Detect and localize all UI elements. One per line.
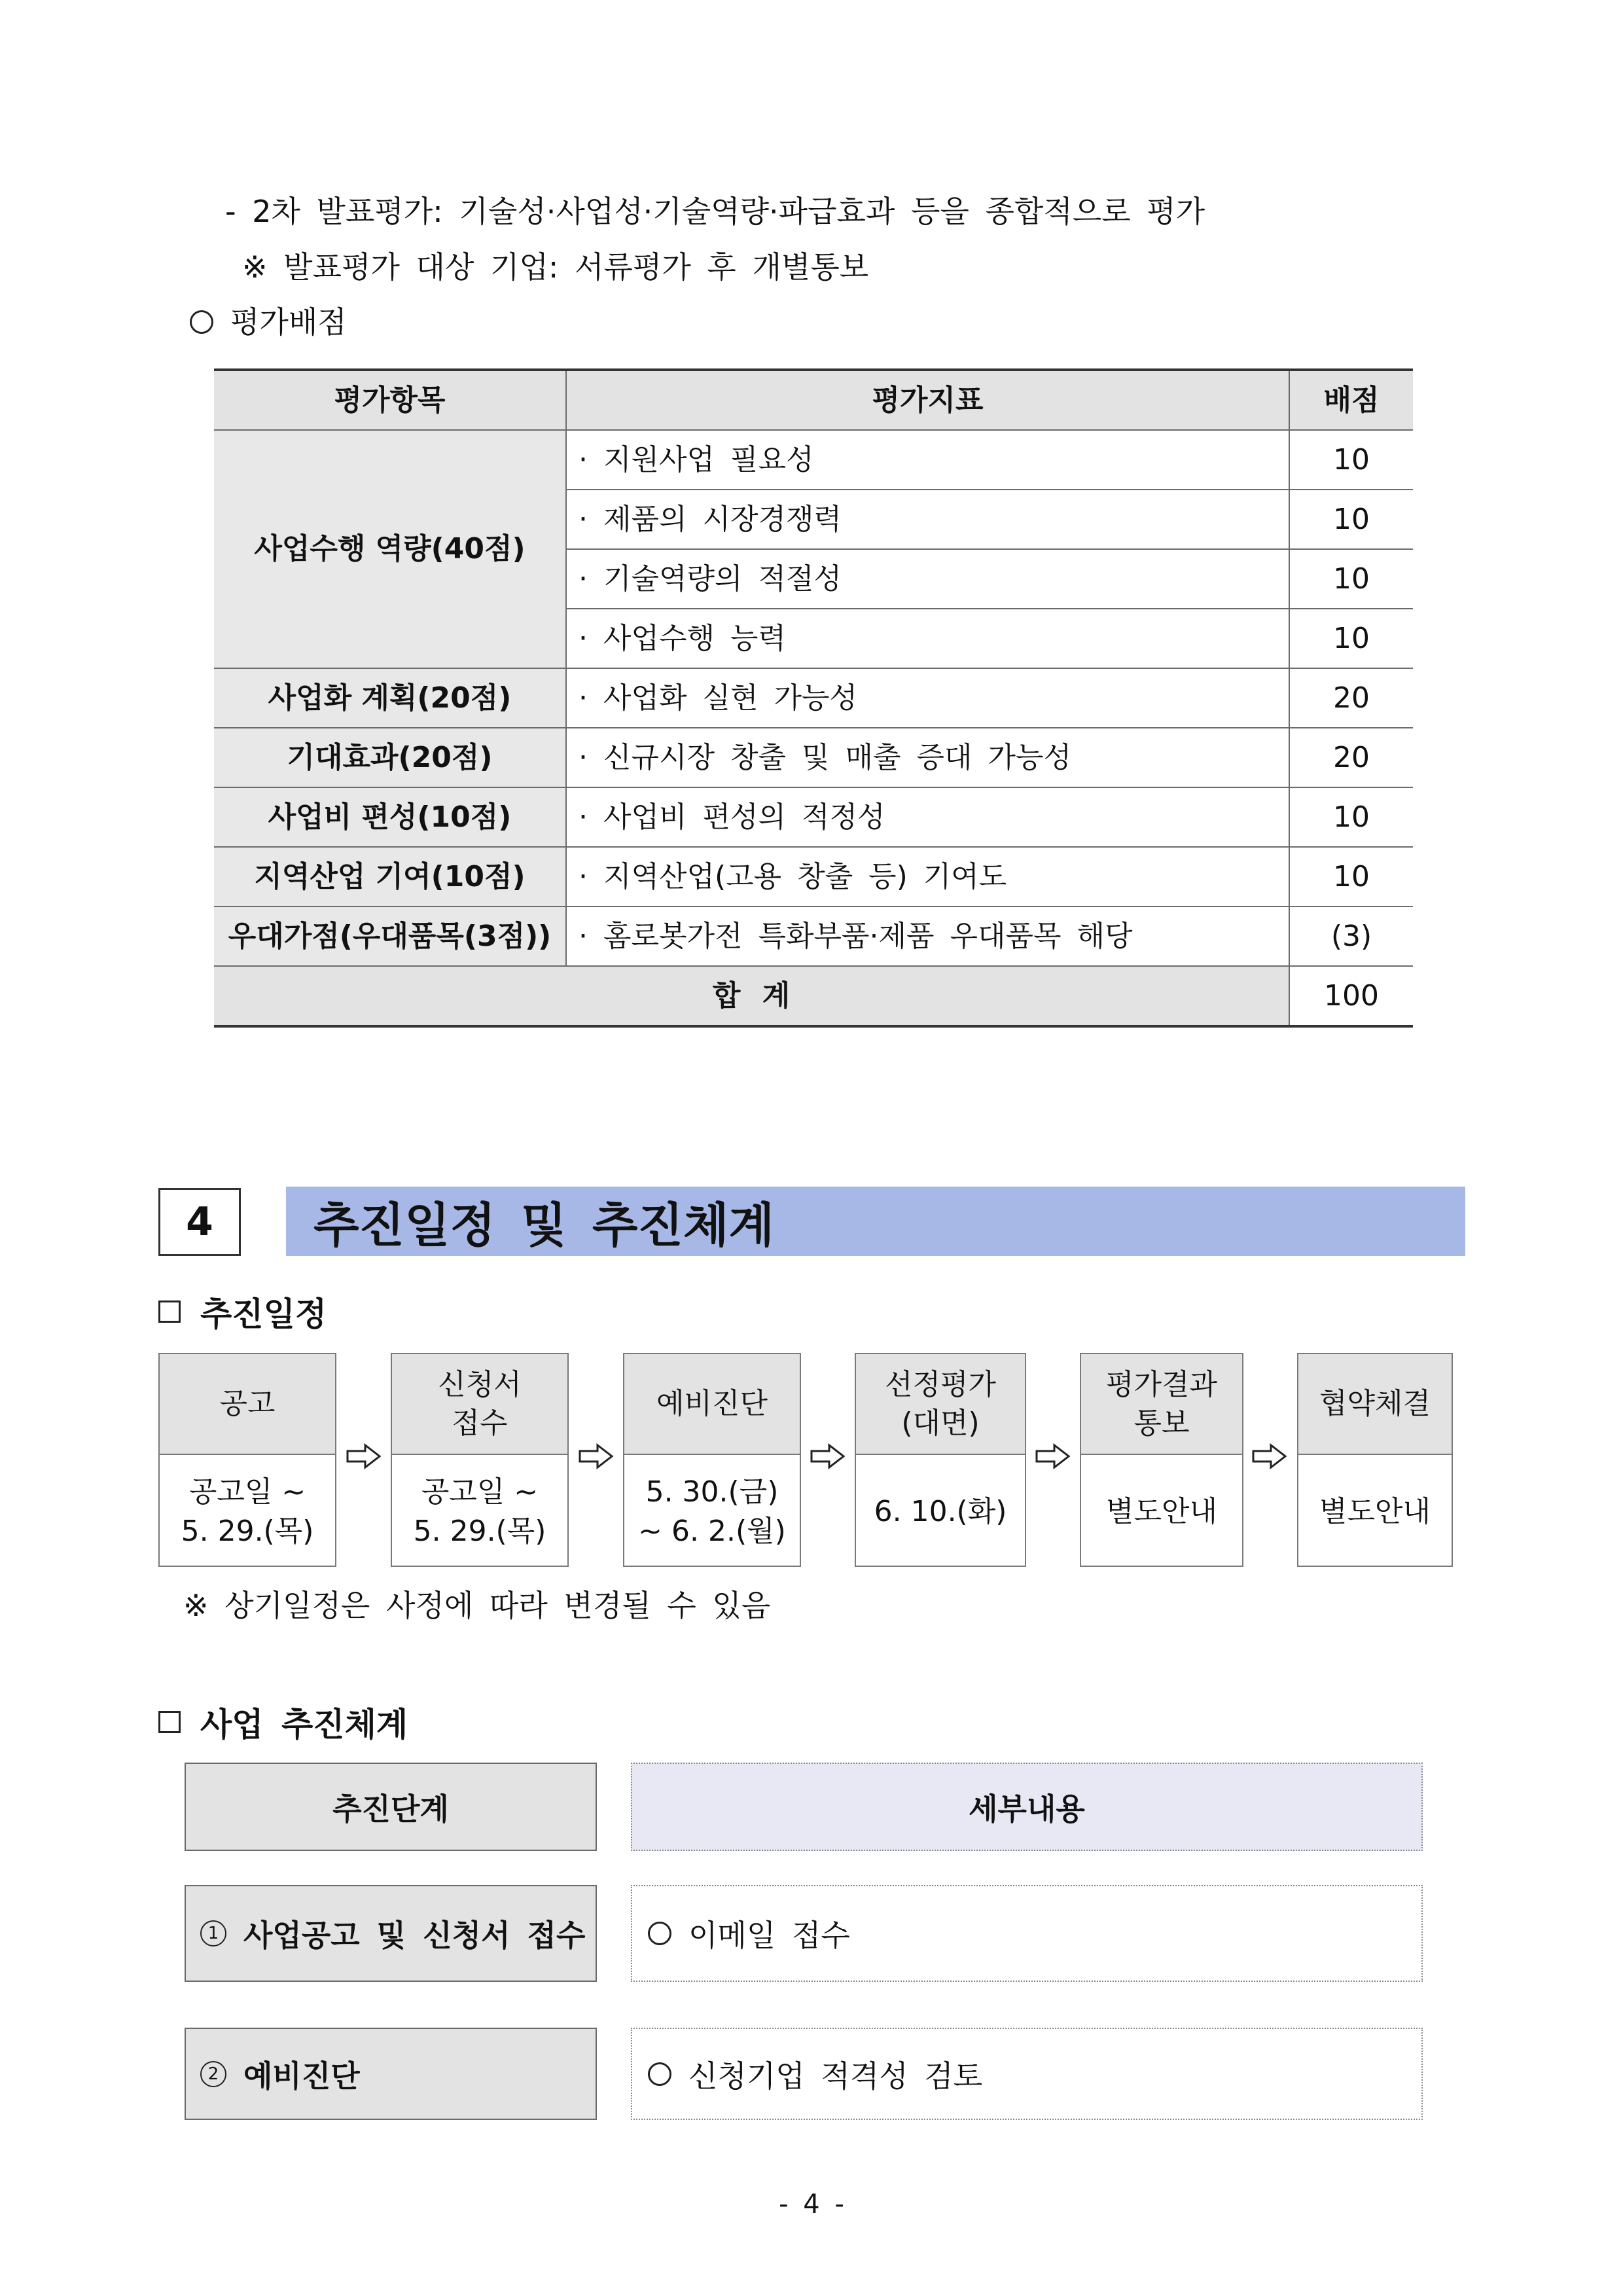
category-cell: 기대효과(20점) [214, 728, 566, 787]
process-detail-row [631, 1885, 1423, 1982]
presentation-eval-note: ※ 발표평가 대상 기업: 서류평가 후 개별통보 [242, 249, 869, 285]
schedule-step [623, 1353, 801, 1567]
schedule-heading-label: 추진일정 [200, 1295, 327, 1333]
circle-bullet-icon [190, 310, 213, 334]
total-label: 합 계 [214, 966, 1289, 1026]
indicator-cell: · 제품의 시장경쟁력 [566, 490, 1289, 549]
process-stage-row [185, 1885, 597, 1982]
table-row [214, 847, 1413, 906]
table-row [214, 728, 1413, 787]
step-title: 신청서 접수 [392, 1354, 567, 1455]
indicator-cell: · 지역산업(고용 창출 등) 기여도 [566, 847, 1289, 906]
table-header-row [214, 370, 1413, 430]
eval-score-label: 평가배점 [230, 304, 347, 340]
indicator-cell: · 사업비 편성의 적정성 [566, 787, 1289, 847]
indicator-cell: · 홈로봇가전 특화부품·제품 우대품목 해당 [566, 906, 1289, 966]
schedule-note: ※ 상기일정은 사정에 따라 변경될 수 있음 [183, 1588, 771, 1623]
number-badge: 2 [200, 2061, 226, 2087]
score-cell: 10 [1289, 490, 1413, 549]
presentation-eval-line: - 2차 발표평가: 기술성·사업성·기술역량·파급효과 등을 종합적으로 평가 [225, 194, 1205, 229]
right-arrow-icon [1035, 1443, 1071, 1469]
process-detail-label: 이메일 접수 [688, 1918, 850, 1953]
step-date: 5. 30.(금) ~ 6. 2.(월) [638, 1475, 786, 1548]
step-date: 6. 10.(화) [874, 1494, 1007, 1528]
category-cell: 사업화 계획(20점) [214, 668, 566, 728]
process-header-detail: 세부내용 [631, 1763, 1423, 1851]
step-date: 공고일 ~ 5. 29.(목) [413, 1475, 546, 1548]
step-title: 선정평가 (대면) [856, 1354, 1025, 1455]
process-stage-label: 예비진단 [243, 2058, 360, 2094]
indicator-cell: · 사업화 실현 가능성 [566, 668, 1289, 728]
process-stage-row [185, 2028, 597, 2120]
indicator-cell: · 신규시장 창출 및 매출 증대 가능성 [566, 728, 1289, 787]
indicator-cell: · 사업수행 능력 [566, 609, 1289, 668]
step-date: 별도안내 [1105, 1494, 1217, 1528]
header-indicator: 평가지표 [566, 370, 1289, 430]
category-cell: 사업수행 역량(40점) [214, 430, 566, 668]
table-row [214, 430, 1413, 490]
table-total-row [214, 966, 1413, 1026]
schedule-step [158, 1353, 336, 1567]
score-cell: (3) [1289, 906, 1413, 966]
process-stage-label: 사업공고 및 신청서 접수 [243, 1918, 586, 1953]
indicator-cell: · 지원사업 필요성 [566, 430, 1289, 490]
table-row [214, 787, 1413, 847]
header-score: 배점 [1289, 370, 1413, 430]
score-cell: 10 [1289, 787, 1413, 847]
schedule-step [1297, 1353, 1453, 1567]
category-cell: 우대가점(우대품목(3점)) [214, 906, 566, 966]
section-number: 4 [158, 1188, 241, 1256]
score-cell: 10 [1289, 430, 1413, 490]
process-detail-row [631, 2028, 1423, 2120]
process-detail-label: 신청기업 적격성 검토 [688, 2058, 983, 2094]
right-arrow-icon [810, 1443, 846, 1469]
evaluation-table [214, 368, 1413, 1028]
score-cell: 10 [1289, 549, 1413, 609]
process-header-stage: 추진단계 [185, 1763, 597, 1851]
eval-score-bullet [190, 304, 347, 340]
process-heading [158, 1698, 408, 1746]
table-row [214, 668, 1413, 728]
total-score: 100 [1289, 966, 1413, 1026]
score-cell: 20 [1289, 668, 1413, 728]
schedule-step [1080, 1353, 1243, 1567]
score-cell: 10 [1289, 609, 1413, 668]
score-cell: 20 [1289, 728, 1413, 787]
schedule-heading [158, 1288, 327, 1335]
process-heading-label: 사업 추진체계 [200, 1706, 408, 1744]
page-number: - 4 - [779, 2189, 844, 2219]
circle-bullet-icon [648, 1922, 671, 1945]
step-date: 별도안내 [1319, 1494, 1431, 1528]
right-arrow-icon [578, 1443, 615, 1469]
number-badge: 1 [200, 1920, 226, 1946]
indicator-cell: · 기술역량의 적절성 [566, 549, 1289, 609]
schedule-step [391, 1353, 569, 1567]
right-arrow-icon [346, 1443, 382, 1469]
square-bullet-icon [158, 1711, 181, 1733]
square-bullet-icon [158, 1300, 181, 1323]
step-title: 공고 [160, 1354, 335, 1455]
category-cell: 지역산업 기여(10점) [214, 847, 566, 906]
header-item: 평가항목 [214, 370, 566, 430]
step-date: 공고일 ~ 5. 29.(목) [181, 1475, 314, 1548]
score-cell: 10 [1289, 847, 1413, 906]
step-title: 예비진단 [624, 1354, 800, 1455]
circle-bullet-icon [648, 2062, 671, 2086]
right-arrow-icon [1251, 1443, 1288, 1469]
category-cell: 사업비 편성(10점) [214, 787, 566, 847]
schedule-step [855, 1353, 1026, 1567]
step-title: 협약체결 [1298, 1354, 1452, 1455]
section-title: 추진일정 및 추진체계 [286, 1187, 1465, 1256]
table-row [214, 906, 1413, 966]
step-title: 평가결과 통보 [1081, 1354, 1242, 1455]
